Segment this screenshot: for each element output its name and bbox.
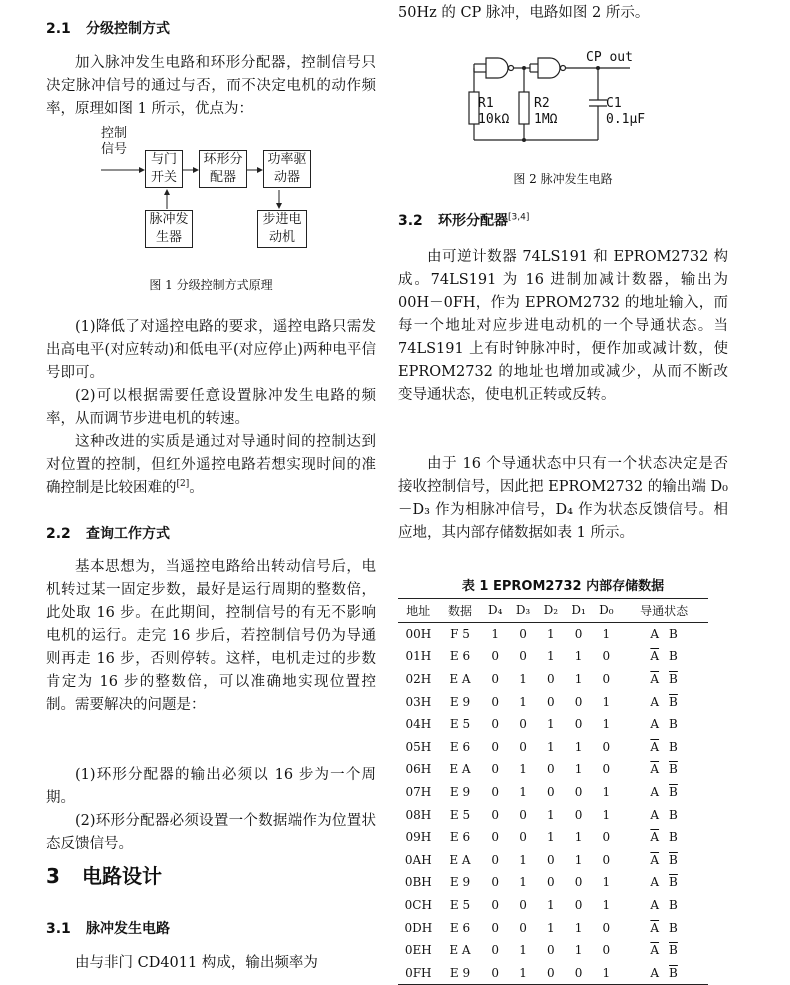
table-cell: 0: [546, 694, 555, 709]
table-cell: 0: [491, 920, 500, 935]
table-cell: 1: [546, 898, 555, 913]
table-cell: 0: [546, 785, 555, 800]
table-cell: 0: [491, 807, 500, 822]
table-cell: 03H: [405, 694, 432, 709]
table-cell: 0BH: [404, 875, 432, 890]
r1-label: R1 10kΩ: [478, 96, 510, 127]
conduction-state-cell: $\overline{A}$ B: [650, 739, 678, 754]
table-cell: 0: [491, 739, 500, 754]
conduction-state-cell: $\overline{A}$ B: [650, 649, 678, 664]
table-cell: 0: [491, 672, 500, 687]
paragraph-advantage-1: (1)降低了对遥控电路的要求，遥控电路只需发出高电平(对应转动)和低电平(对应停止)两种电平信号即可。: [46, 319, 376, 381]
table-cell: 1: [546, 807, 555, 822]
table-cell: 09H: [405, 830, 432, 845]
table-row: [398, 894, 708, 917]
section-2-1-heading: 2.1 分级控制方式: [46, 21, 170, 37]
table-row: [398, 622, 708, 645]
table-cell: 1: [602, 626, 611, 641]
table-header-cell: 地址: [406, 603, 431, 618]
table-cell: 0: [491, 875, 500, 890]
table-cell: 1: [546, 830, 555, 845]
table-cell: 0: [602, 852, 611, 867]
paragraph-intro: 加入脉冲发生电路和环形分配器，控制信号只决定脉冲信号的通过与否，而不决定电机的动作频率，原理如图 1 所示，优点为：: [46, 55, 376, 117]
conduction-state-cell: A $\overline{B}$: [650, 965, 678, 980]
figure-2-caption: 图 2 脉冲发生电路: [513, 172, 613, 186]
table-header-cell: D₄: [488, 603, 503, 618]
paragraph-states: 由于 16 个导通状态中只有一个状态决定是否接收控制信号，因此把 EPROM2732 的输出端 D₀－D₃ 作为相脉冲信号，D₄ 作为状态反馈信号。相应地，其内部存储数据如表 1 所示。: [398, 456, 728, 541]
table-cell: E 5: [449, 807, 471, 822]
table-header-cell: D₂: [543, 603, 559, 618]
table-cell: 1: [574, 920, 583, 935]
table-1-eprom-data: [398, 598, 708, 985]
table-row: [398, 758, 708, 781]
figure-1: [101, 126, 361, 256]
table-row: [398, 871, 708, 894]
table-cell: 1: [519, 762, 527, 777]
conduction-state-cell: A $\overline{B}$: [650, 875, 678, 890]
table-cell: 0: [519, 898, 527, 913]
conduction-state-cell: $\overline{A}$ $\overline{B}$: [650, 672, 678, 687]
table-cell: 01H: [405, 649, 432, 664]
table-cell: 1: [574, 852, 583, 867]
table-cell: 0: [491, 830, 500, 845]
table-cell: 1: [519, 852, 527, 867]
table-cell: 0: [602, 920, 611, 935]
table-cell: E A: [449, 852, 471, 867]
table-row: [398, 736, 708, 759]
table-cell: 1: [602, 807, 611, 822]
citation-3-4: [3,4]: [508, 212, 530, 223]
table-header-cell: D₁: [571, 603, 586, 618]
pulse-generator-box: 脉冲发生器: [145, 210, 193, 248]
table-cell: 0: [602, 830, 611, 845]
table-cell: 1: [519, 943, 527, 958]
table-cell: 0: [602, 762, 611, 777]
table-cell: 0: [574, 717, 583, 732]
power-driver-box: 功率驱动器: [263, 150, 311, 188]
table-cell: 0: [491, 694, 500, 709]
table-cell: E 5: [449, 898, 471, 913]
table-cell: 1: [519, 785, 527, 800]
table-cell: 0: [602, 943, 611, 958]
table-cell: 1: [574, 739, 583, 754]
conduction-state-cell: $\overline{A}$ $\overline{B}$: [650, 762, 678, 777]
table-cell: 1: [602, 785, 611, 800]
table-row: [398, 781, 708, 804]
table-cell: E A: [449, 672, 471, 687]
section-3-1-heading: 3.1 脉冲发生电路: [46, 921, 170, 937]
table-cell: 0: [491, 943, 500, 958]
table-cell: 1: [602, 965, 611, 980]
c1-label: C1 0.1μF: [606, 96, 646, 127]
table-row: [398, 645, 708, 668]
table-cell: 1: [602, 694, 611, 709]
table-cell: 0: [574, 965, 583, 980]
table-cell: 0: [602, 649, 611, 664]
table-cell: 1: [519, 672, 527, 687]
conduction-state-cell: A $\overline{B}$: [650, 694, 678, 709]
section-3-2-heading: 3.2 环形分配器[3,4]: [398, 212, 530, 229]
table-cell: 1: [546, 626, 555, 641]
table-cell: 0: [574, 785, 583, 800]
table-cell: 0: [519, 739, 527, 754]
table-cell: 0: [546, 965, 555, 980]
table-cell: 0: [546, 852, 555, 867]
table-cell: E 6: [449, 739, 471, 754]
conduction-state-cell: $\overline{A}$ B: [650, 920, 678, 935]
conduction-state-cell: $\overline{A}$ $\overline{B}$: [650, 852, 678, 867]
table-cell: 0: [519, 626, 527, 641]
table-cell: 1: [602, 717, 611, 732]
table-cell: E A: [449, 943, 471, 958]
table-cell: 04H: [405, 717, 432, 732]
table-cell: 0: [519, 920, 527, 935]
cp-out-label: CP out: [586, 50, 633, 65]
table-cell: 0AH: [404, 852, 432, 867]
table-cell: E 5: [449, 717, 471, 732]
ring-distributor-box: 环形分配器: [199, 150, 247, 188]
table-cell: E 9: [449, 875, 471, 890]
paragraph-problem-2: (2)环形分配器必须设置一个数据端作为位置状态反馈信号。: [46, 813, 376, 852]
r2-label: R2 1MΩ: [534, 96, 558, 127]
table-cell: 0: [491, 852, 500, 867]
figure-1-caption: 图 1 分级控制方式原理: [149, 278, 273, 292]
table-cell: 1: [574, 649, 583, 664]
table-cell: 0: [602, 739, 611, 754]
table-row: [398, 916, 708, 939]
table-row: [398, 803, 708, 826]
conduction-state-cell: $\overline{A}$ B: [650, 830, 678, 845]
table-cell: E A: [449, 762, 471, 777]
table-cell: E 9: [449, 965, 471, 980]
table-cell: 1: [574, 943, 583, 958]
table-cell: 0: [491, 762, 500, 777]
table-cell: 0: [574, 626, 583, 641]
table-cell: 00H: [405, 626, 432, 641]
table-cell: E 9: [449, 694, 471, 709]
table-header-cell: 导通状态: [640, 603, 689, 618]
table-cell: 0: [602, 672, 611, 687]
table-cell: 0FH: [405, 965, 432, 980]
table-cell: 0: [491, 717, 500, 732]
table-cell: 0: [491, 649, 500, 664]
stepper-motor-box: 步进电动机: [257, 210, 307, 248]
table-cell: 0: [546, 875, 555, 890]
citation-2: [2]: [176, 479, 190, 490]
figure-2-circuit: [398, 48, 728, 158]
table-cell: E 9: [449, 785, 471, 800]
paragraph-continued: 50Hz 的 CP 脉冲，电路如图 2 所示。: [398, 5, 650, 21]
table-header-cell: 数据: [447, 603, 472, 618]
table-cell: 0: [491, 965, 500, 980]
table-cell: 0: [574, 875, 583, 890]
table-cell: 1: [519, 875, 527, 890]
table-cell: 0DH: [404, 920, 433, 935]
conduction-state-cell: A B: [650, 626, 678, 641]
table-cell: 1: [574, 830, 583, 845]
table-cell: 0CH: [404, 898, 432, 913]
conduction-state-cell: A B: [650, 898, 678, 913]
paragraph-essence: 这种改进的实质是通过对导通时间的控制达到对位置的控制，但红外遥控电路若想实现时间的准确控制是比较困难的[2]。: [46, 434, 376, 496]
table-1-caption: 表 1 EPROM2732 内部存储数据: [461, 579, 665, 594]
table-cell: E 6: [449, 830, 471, 845]
table-cell: 0: [546, 672, 555, 687]
table-cell: E 6: [449, 649, 471, 664]
and-gate-switch-box: 与门开关: [145, 150, 183, 188]
table-header-cell: D₃: [515, 603, 531, 618]
section-3-heading: 3 电路设计: [46, 864, 162, 888]
table-cell: 1: [602, 898, 611, 913]
paragraph-query-mode: 基本思想为，当遥控电路给出转动信号后，电机转过某一固定步数，最好是运行周期的整数倍，此处取 16 步。在此期间，控制信号的有无不影响电机的运行。走完 16 步后，若控制信号仍为导通则再走 16 步，否则停转。这样，电机走过的步数肯定为 16 步的整数倍，可以准确地实现位置控制。需要解决的问题是：: [46, 559, 376, 713]
table-cell: F 5: [450, 626, 470, 641]
table-cell: 06H: [405, 762, 432, 777]
conduction-state-cell: A B: [650, 807, 678, 822]
table-header-cell: D₀: [599, 603, 614, 618]
figure-1-arrows: [101, 126, 361, 256]
table-cell: 0EH: [404, 943, 432, 958]
table-cell: 1: [602, 875, 611, 890]
table-cell: 1: [546, 920, 555, 935]
table-cell: 0: [574, 807, 583, 822]
paragraph-problem-1: (1)环形分配器的输出必须以 16 步为一个周期。: [46, 767, 376, 806]
table-cell: 1: [546, 717, 555, 732]
table-cell: 1: [519, 965, 527, 980]
table-row: [398, 713, 708, 736]
table-cell: 0: [491, 898, 500, 913]
table-cell: 02H: [405, 672, 432, 687]
table-header-row: [398, 599, 708, 623]
table-cell: 0: [519, 807, 527, 822]
table-cell: 0: [519, 649, 527, 664]
conduction-state-cell: $\overline{A}$ $\overline{B}$: [650, 943, 678, 958]
table-row: [398, 939, 708, 962]
table-cell: 0: [574, 898, 583, 913]
paragraph-pulse-circuit: 由与非门 CD4011 构成，输出频率为: [75, 955, 318, 971]
table-cell: 0: [546, 943, 555, 958]
table-cell: 0: [574, 694, 583, 709]
paragraph-ring-distributor: 由可逆计数器 74LS191 和 EPROM2732 构成。74LS191 为 16 进制加减计数器，输出为 00H－0FH，作为 EPROM2732 的地址输入，而每一个地址对应步进电动机的一个导通状态。当 74LS191 上有时钟脉冲时，便作加或减计数，使 EPROM2732 的地址也增加或减少，从而不断改变导通状态，使电机正转或反转。: [398, 249, 728, 403]
table-row: [398, 849, 708, 872]
table-cell: 0: [546, 762, 555, 777]
section-2-2-heading: 2.2 查询工作方式: [46, 526, 170, 542]
table-cell: 1: [574, 672, 583, 687]
conduction-state-cell: A $\overline{B}$: [650, 785, 678, 800]
paragraph-advantage-2: (2)可以根据需要任意设置脉冲发生电路的频率，从而调节步进电机的转速。: [46, 388, 376, 427]
table-cell: 0: [519, 830, 527, 845]
table-cell: 1: [491, 626, 500, 641]
table-cell: 05H: [405, 739, 432, 754]
table-row: [398, 826, 708, 849]
table-cell: 1: [574, 762, 583, 777]
table-row: [398, 962, 708, 985]
table-cell: 08H: [405, 807, 432, 822]
table-cell: 1: [546, 739, 555, 754]
table-cell: 1: [519, 694, 527, 709]
table-cell: E 6: [449, 920, 471, 935]
table-cell: 0: [519, 717, 527, 732]
table-cell: 1: [546, 649, 555, 664]
table-row: [398, 668, 708, 691]
table-row: [398, 690, 708, 713]
table-cell: 0: [491, 785, 500, 800]
control-signal-label: 控制信号: [101, 126, 128, 157]
conduction-state-cell: A B: [650, 717, 678, 732]
table-cell: 07H: [405, 785, 432, 800]
